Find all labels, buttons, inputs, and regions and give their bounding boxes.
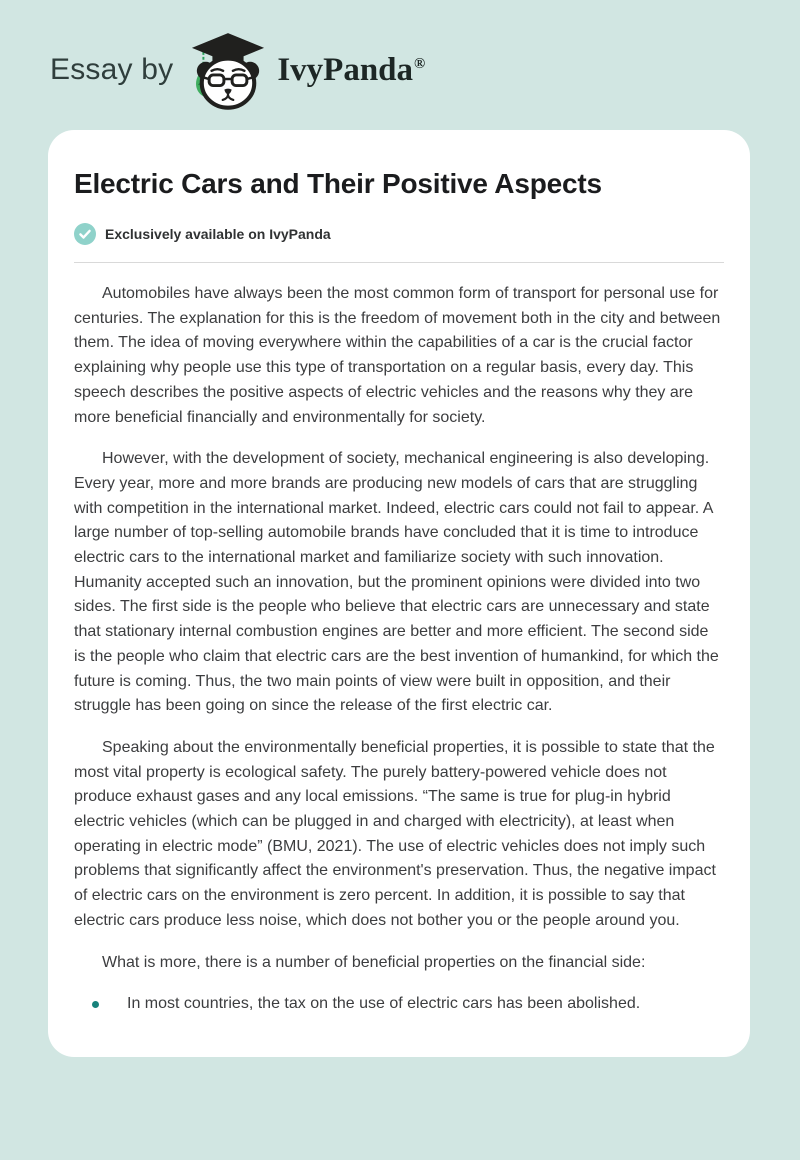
- essay-by-label: Essay by: [50, 53, 174, 86]
- essay-card: [48, 130, 750, 1057]
- panda-graduate-icon: [187, 30, 269, 110]
- site-header: [0, 0, 800, 110]
- essay-paragraph-2: However, with the development of society, mechanical engineering is also developing. Every year, more and more brands are producing new models of cars that are struggling with competition in the international market. Indeed, electric cars could not fail to appear. A large number of top-selling automobile brands have concluded that it is time to introduce electric cars to the international market and familiarize society with such innovation. Humanity accepted such an innovation, but the prominent opinions were divided into two sides. The first side is the people who believe that electric cars are unnecessary and state that stationary internal combustion engines are better and more efficient. The second side is the people who claim that electric cars are the best invention of humankind, for which the future is coming. Thus, the two main points of view were built in opposition, and their struggle has been going on since the release of the first electric car.: [74, 450, 719, 715]
- benefits-list: [74, 992, 724, 1017]
- essay-paragraph-3: Speaking about the environmentally beneficial properties, it is possible to state that the most vital property is ecological safety. The purely battery-powered vehicle does not produce exhaust gases and any local emissions. “The same is true for plug-in hybrid electric vehicles (which can be plugged in and charged with electricity), at least when operating in electric mode” (BMU, 2021). The use of electric vehicles does not imply such problems that significantly affect the environment's preservation. Thus, the negative impact of electric cars on the environment is zero percent. In addition, it is possible to say that electric cars produce less noise, which does not bother you or the people around you.: [74, 738, 716, 929]
- exclusive-badge: [74, 223, 724, 245]
- brand-name: [277, 52, 425, 89]
- list-item: In most countries, the tax on the use of electric cars has been abolished.: [74, 992, 724, 1017]
- check-circle-icon: [74, 223, 96, 245]
- registered-mark: ®: [414, 55, 426, 72]
- essay-paragraph-1: Automobiles have always been the most common form of transport for personal use for centuries. The explanation for this is the freedom of movement both in the city and between them. The idea of moving everywhere within the capabilities of a car is the crucial factor explaining why people use this type of transportation on a regular basis, every day. This speech describes the positive aspects of electric vehicles and the reasons why they are more beneficial financially and environmentally for society.: [74, 285, 721, 426]
- essay-lead-in: What is more, there is a number of beneficial properties on the financial side:: [102, 953, 646, 971]
- exclusive-badge-label: Exclusively available on IvyPanda: [105, 226, 331, 242]
- essay-title: Electric Cars and Their Positive Aspects: [74, 168, 602, 199]
- essay-body: [74, 282, 724, 1017]
- brand-text: IvyPanda: [277, 51, 414, 88]
- divider: [74, 262, 724, 263]
